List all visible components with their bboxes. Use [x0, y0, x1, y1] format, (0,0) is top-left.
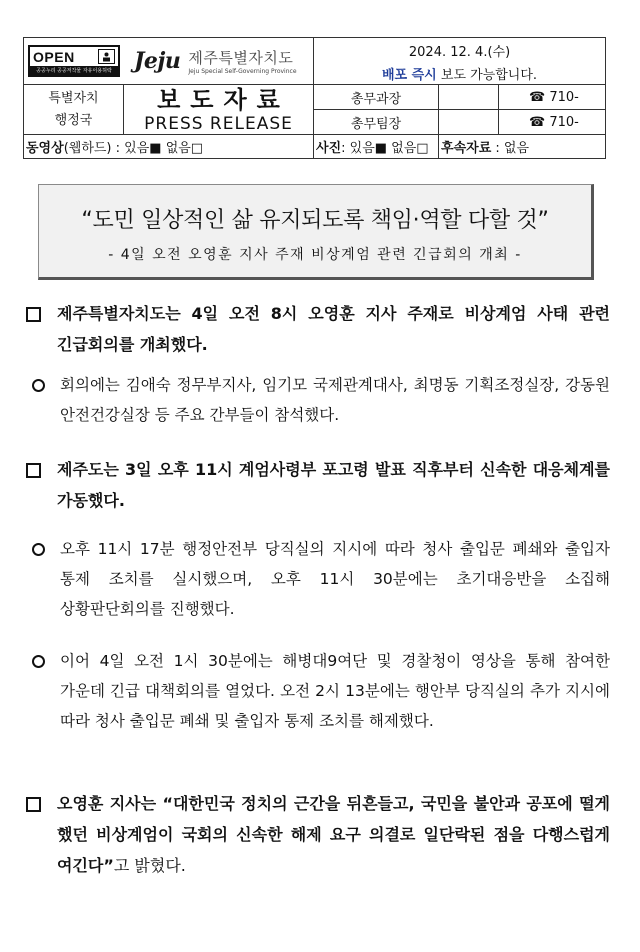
body-text-6-normal: 고 밝혔다. — [113, 856, 186, 875]
body-text-1: 제주특별자치도는 4일 오전 8시 오영훈 지사 주재로 비상계엄 사태 관련 긴급회의를 개최했다. — [57, 304, 610, 354]
press-header-table — [23, 37, 606, 159]
photo-value: : 있음■ 없음□ — [341, 141, 429, 156]
subheadline: - 4일 오전 오영훈 지사 주재 비상계엄 관련 긴급회의 개최 - — [108, 247, 522, 263]
jeju-logo — [134, 47, 297, 75]
contact-name-1 — [439, 85, 499, 110]
photo-label: 사진 — [316, 141, 342, 156]
body-item-6 — [20, 788, 610, 881]
body-text-6 — [57, 788, 610, 881]
open-logo-caption: 공공누리 공공저작물 자유이용허락 — [30, 66, 118, 75]
release-date: 2024. 12. 4.(수) — [408, 45, 511, 60]
logo-cell — [24, 38, 314, 85]
body-text-5: 이어 4일 오전 1시 30분에는 해병대9여단 및 경찰청이 영상을 통해 참여한 가운데 긴급 대책회의를 열었다. 오전 2시 13분에는 행안부 당직실의 추가 지시에 따라 청사 출입문 폐쇄 및 출입자 통제 조치를 해제했다. — [60, 652, 610, 730]
followup-availability — [439, 135, 606, 159]
contact-dept-1: 총무과장 — [314, 85, 439, 110]
circle-bullet-icon — [32, 379, 45, 392]
square-bullet-icon — [26, 463, 41, 478]
body-item-5 — [20, 646, 610, 736]
body-item-2 — [20, 370, 610, 430]
press-release-english: PRESS RELEASE — [144, 113, 293, 134]
video-label: 동영상 — [26, 141, 64, 156]
body-item-1 — [20, 298, 610, 360]
square-bullet-icon — [26, 797, 41, 812]
organization-line-1: 특별자치 — [48, 90, 99, 106]
circle-bullet-icon — [32, 655, 45, 668]
jeju-logo-korean: 제주특별자치도 — [188, 49, 294, 67]
video-availability — [24, 135, 314, 159]
video-value: : 있음■ 없음□ — [111, 141, 204, 156]
release-info-cell — [314, 38, 606, 85]
organization-cell — [24, 85, 124, 135]
press-release-korean: 보도자료 — [157, 85, 290, 114]
jeju-logo-english: Jeju Special Self-Governing Province — [188, 68, 297, 75]
contact-dept-2: 총무팀장 — [314, 110, 439, 135]
jeju-logo-word: Jeju — [134, 48, 181, 74]
body-item-4 — [20, 534, 610, 624]
press-release-title-cell — [124, 85, 314, 135]
square-bullet-icon — [26, 307, 41, 322]
headline: “도민 일상적인 삶 유지되도록 책임·역할 다할 것” — [81, 208, 549, 233]
organization-line-2: 행정국 — [54, 112, 93, 128]
photo-availability — [314, 135, 439, 159]
body-text-2: 회의에는 김애숙 정무부지사, 임기모 국제관계대사, 최명동 기획조정실장, 강동원 안전건강실장 등 주요 간부들이 참석했다. — [60, 376, 610, 424]
body-text-3: 제주도는 3일 오후 11시 계엄사령부 포고령 발표 직후부터 신속한 대응체계를 가동했다. — [57, 460, 610, 510]
headline-box — [38, 184, 594, 280]
contact-phone-2: ☎ 710- — [499, 110, 606, 135]
followup-label: 후속자료 — [441, 141, 492, 156]
circle-bullet-icon — [32, 543, 45, 556]
person-icon — [98, 49, 115, 64]
open-license-logo — [28, 45, 120, 77]
open-logo-word: OPEN — [33, 48, 75, 65]
video-sub-label: (웹하드) — [63, 141, 112, 156]
deploy-now-label: 배포 즉시 — [381, 68, 437, 83]
contact-name-2 — [439, 110, 499, 135]
body-text-6-bold: 오영훈 지사는 “대한민국 정치의 근간을 뒤흔들고, 국민을 불안과 공포에 떨게 했던 비상계엄이 국회의 신속한 해제 요구 의결로 일단락된 점을 다행스럽게 여긴다” — [57, 794, 610, 875]
release-notice — [314, 64, 605, 83]
body-text-4: 오후 11시 17분 행정안전부 당직실의 지시에 따라 청사 출입문 폐쇄와 출입자 통제 조치를 실시했으며, 오후 11시 30분에는 초기대응반을 소집해 상황판단회의를 진행했다. — [60, 540, 610, 618]
contact-phone-1: ☎ 710- — [499, 85, 606, 110]
followup-value: : 없음 — [491, 141, 530, 156]
body-item-3 — [20, 454, 610, 516]
deploy-rest-label: 보도 가능합니다. — [436, 68, 538, 83]
